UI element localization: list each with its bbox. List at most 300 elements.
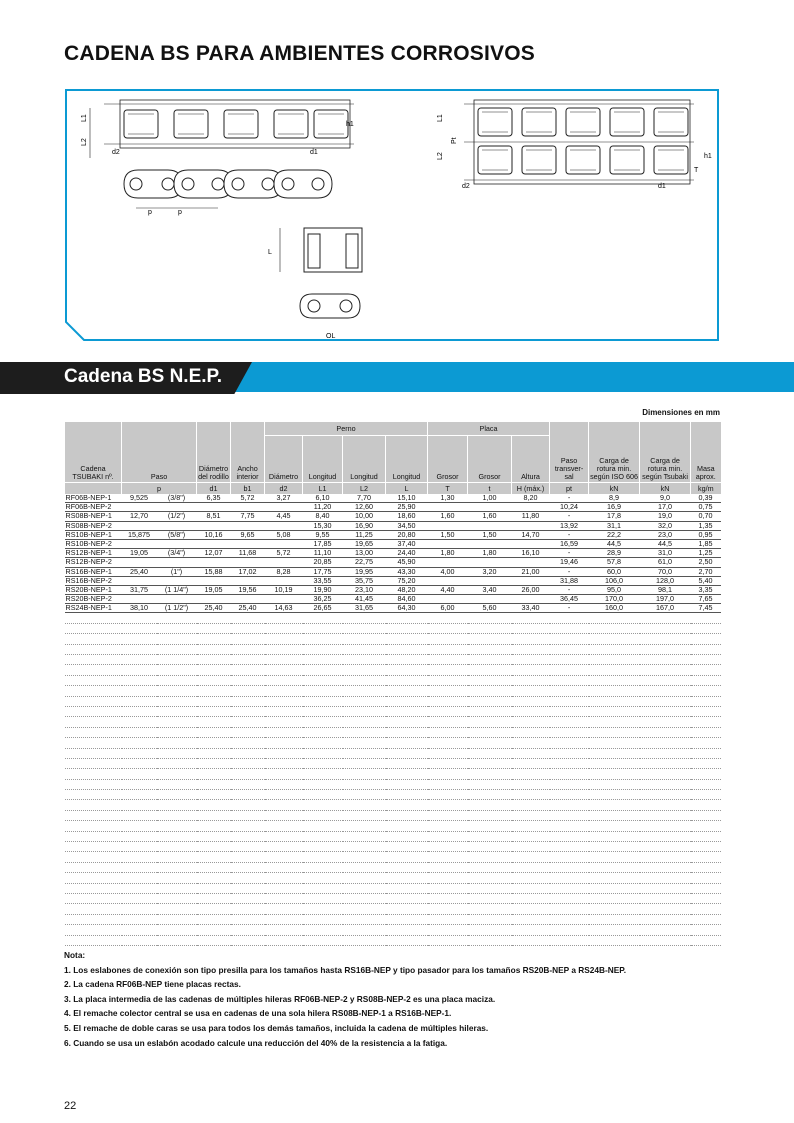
table-cell: (1/2") [157,512,197,521]
empty-cell [65,935,122,945]
table-cell: (1") [157,567,197,576]
empty-table-row [65,686,721,696]
empty-cell [157,904,197,914]
empty-cell [343,925,386,935]
empty-cell [122,842,157,852]
chain-spec-table-container [64,422,720,946]
empty-cell [265,821,303,831]
empty-cell [589,748,640,758]
note-1: 1. Los eslabones de conexión son tipo presilla para los tamaños hasta RS16B-NEP y tipo pasador para los tamaños RS20B-NEP a RS24B-NEP. [64,964,627,975]
table-cell: 22,2 [589,530,640,539]
table-cell: 1,35 [691,521,721,530]
empty-cell [65,904,122,914]
empty-cell [65,686,122,696]
empty-cell [468,727,512,737]
empty-cell [550,727,589,737]
d2-label: d2 [112,149,120,156]
empty-cell [691,842,721,852]
empty-cell [691,925,721,935]
table-cell [512,595,550,604]
table-cell: 8,51 [197,512,231,521]
empty-cell [550,810,589,820]
empty-cell [550,821,589,831]
empty-cell [303,925,343,935]
table-cell [122,595,157,604]
empty-cell [512,634,550,644]
empty-cell [550,717,589,727]
table-cell: 14,70 [512,530,550,539]
empty-cell [468,717,512,727]
table-cell: 11,10 [303,549,343,558]
table-cell: 1,80 [468,549,512,558]
empty-cell [691,873,721,883]
empty-cell [589,644,640,654]
side-elevation-view [124,170,332,208]
table-cell [197,539,231,548]
table-cell: RS12B-NEP-1 [65,549,122,558]
empty-cell [157,675,197,685]
empty-cell [428,706,468,716]
table-cell [197,503,231,512]
empty-cell [640,883,691,893]
empty-cell [197,831,231,841]
table-cell: 31,65 [343,604,386,613]
header-carga-iso: Carga de rotura min. según ISO 606 [589,422,640,483]
empty-cell [157,800,197,810]
table-cell: 75,20 [386,576,428,585]
empty-cell [512,893,550,903]
table-cell: 22,75 [343,558,386,567]
empty-cell [197,821,231,831]
empty-cell [386,675,428,685]
empty-cell [468,914,512,924]
empty-cell [231,623,265,633]
table-cell [512,503,550,512]
table-cell: 1,00 [468,494,512,503]
empty-cell [65,873,122,883]
empty-cell [468,655,512,665]
pitch-label-1: p [148,209,152,216]
empty-cell [65,738,122,748]
table-cell [512,576,550,585]
empty-table-row [65,634,721,644]
empty-cell [589,831,640,841]
table-cell [122,558,157,567]
empty-cell [197,810,231,820]
unit-paso: p [122,483,197,495]
table-cell [122,521,157,530]
empty-cell [303,852,343,862]
empty-cell [428,821,468,831]
header-perno-longitud-l2: Longitud [343,436,386,483]
empty-cell [468,904,512,914]
empty-cell [303,748,343,758]
empty-cell [428,852,468,862]
empty-cell [343,779,386,789]
empty-cell [640,623,691,633]
table-cell: 95,0 [589,585,640,594]
table-cell: 98,1 [640,585,691,594]
empty-cell [428,738,468,748]
table-cell: 1,60 [428,512,468,521]
empty-cell [428,800,468,810]
header-placa-grosor-t: Grosor [428,436,468,483]
table-cell: 31,88 [550,576,589,585]
empty-cell [640,655,691,665]
empty-cell [303,873,343,883]
empty-table-row [65,613,721,623]
empty-cell [589,842,640,852]
empty-cell [303,758,343,768]
empty-cell [468,623,512,633]
table-cell: (1 1/2") [157,604,197,613]
empty-cell [122,634,157,644]
table-cell: 15,88 [197,567,231,576]
table-cell: 6,35 [197,494,231,503]
empty-cell [468,779,512,789]
empty-cell [157,925,197,935]
empty-cell [343,696,386,706]
table-row [65,604,721,613]
empty-cell [640,706,691,716]
table-cell [265,521,303,530]
table-cell: 33,55 [303,576,343,585]
empty-table-row [65,904,721,914]
empty-table-row [65,758,721,768]
empty-cell [589,810,640,820]
table-cell [197,558,231,567]
empty-cell [428,883,468,893]
table-cell [157,521,197,530]
empty-cell [691,883,721,893]
empty-cell [122,748,157,758]
empty-cell [550,758,589,768]
empty-cell [589,821,640,831]
empty-cell [303,779,343,789]
ol-label: OL [326,333,336,340]
empty-cell [386,665,428,675]
empty-cell [691,758,721,768]
empty-cell [512,706,550,716]
empty-cell [343,790,386,800]
table-cell: 3,27 [265,494,303,503]
empty-cell [122,914,157,924]
empty-cell [157,644,197,654]
table-cell: 64,30 [386,604,428,613]
empty-cell [550,862,589,872]
table-cell [157,558,197,567]
table-cell [122,503,157,512]
empty-cell [386,873,428,883]
empty-cell [197,800,231,810]
empty-cell [640,904,691,914]
double-strand-plan-view [437,100,712,190]
table-cell: 7,75 [231,512,265,521]
table-row [65,530,721,539]
empty-cell [231,800,265,810]
table-cell: RS24B-NEP-1 [65,604,122,613]
empty-cell [65,655,122,665]
empty-cell [157,831,197,841]
empty-cell [303,655,343,665]
empty-cell [691,914,721,924]
empty-cell [265,790,303,800]
table-cell: 13,92 [550,521,589,530]
empty-cell [122,904,157,914]
table-cell: - [550,604,589,613]
empty-cell [65,623,122,633]
table-cell: 5,40 [691,576,721,585]
table-cell: 1,80 [428,549,468,558]
table-cell: 12,60 [343,503,386,512]
table-cell: 3,35 [691,585,721,594]
empty-cell [231,686,265,696]
empty-cell [303,790,343,800]
empty-cell [231,727,265,737]
empty-table-row [65,873,721,883]
table-cell [468,595,512,604]
table-cell: 84,60 [386,595,428,604]
empty-cell [157,748,197,758]
empty-cell [65,842,122,852]
table-row [65,585,721,594]
header-diametro-rodillo: Diámetro del rodillo [197,422,231,483]
table-cell: 37,40 [386,539,428,548]
table-cell: 18,60 [386,512,428,521]
empty-cell [265,655,303,665]
empty-cell [122,769,157,779]
table-cell [231,558,265,567]
table-cell: 5,08 [265,530,303,539]
empty-cell [157,893,197,903]
table-cell: 2,70 [691,567,721,576]
empty-cell [386,634,428,644]
table-cell: 36,45 [550,595,589,604]
empty-cell [343,842,386,852]
table-cell: 167,0 [640,604,691,613]
table-cell: 48,20 [386,585,428,594]
empty-cell [122,623,157,633]
empty-cell [303,675,343,685]
empty-cell [122,738,157,748]
pitch-label-2: p [178,209,182,216]
empty-cell [303,842,343,852]
unit-cadena [65,483,122,495]
empty-cell [197,893,231,903]
empty-cell [589,914,640,924]
table-cell: - [550,585,589,594]
d1-label: d1 [310,149,318,156]
empty-cell [550,613,589,623]
empty-cell [157,873,197,883]
empty-cell [157,914,197,924]
table-row [65,494,721,503]
table-cell: 6,10 [303,494,343,503]
empty-cell [231,748,265,758]
empty-cell [122,831,157,841]
empty-cell [589,904,640,914]
empty-cell [512,644,550,654]
table-cell [122,539,157,548]
empty-cell [265,634,303,644]
table-cell: 1,50 [468,530,512,539]
empty-cell [65,893,122,903]
table-cell: 28,9 [589,549,640,558]
table-cell: (1 1/4") [157,585,197,594]
header-placa-grosor-t-small: Grosor [468,436,512,483]
empty-cell [122,758,157,768]
empty-cell [343,914,386,924]
empty-cell [386,738,428,748]
table-cell: 4,45 [265,512,303,521]
table-cell: 128,0 [640,576,691,585]
empty-cell [157,758,197,768]
table-cell: (5/8") [157,530,197,539]
empty-cell [343,883,386,893]
empty-cell [589,623,640,633]
empty-cell [468,810,512,820]
empty-cell [512,873,550,883]
empty-cell [157,852,197,862]
empty-cell [386,852,428,862]
table-cell: 16,59 [550,539,589,548]
empty-cell [303,893,343,903]
empty-cell [386,821,428,831]
table-cell [157,539,197,548]
empty-cell [512,623,550,633]
table-cell: 70,0 [640,567,691,576]
empty-cell [265,904,303,914]
l2-label-double: L2 [437,152,444,160]
table-cell [157,503,197,512]
empty-cell [197,644,231,654]
table-cell: 20,80 [386,530,428,539]
table-cell: 60,0 [589,567,640,576]
empty-cell [231,893,265,903]
unit-h: H (máx.) [512,483,550,495]
empty-cell [691,862,721,872]
empty-cell [197,873,231,883]
empty-cell [468,862,512,872]
empty-cell [231,904,265,914]
empty-cell [65,769,122,779]
empty-cell [386,925,428,935]
table-cell: 45,90 [386,558,428,567]
table-row [65,521,721,530]
table-cell: 7,45 [691,604,721,613]
empty-cell [428,634,468,644]
empty-cell [640,644,691,654]
empty-cell [512,717,550,727]
empty-cell [265,842,303,852]
table-row [65,595,721,604]
empty-cell [157,779,197,789]
empty-cell [231,717,265,727]
empty-cell [343,810,386,820]
empty-cell [512,842,550,852]
section-title: Cadena BS N.E.P. [64,366,223,387]
empty-cell [231,821,265,831]
empty-cell [303,706,343,716]
empty-cell [303,634,343,644]
empty-cell [512,727,550,737]
empty-table-row [65,717,721,727]
empty-cell [197,623,231,633]
empty-cell [303,831,343,841]
table-cell: 12,70 [122,512,157,521]
empty-cell [65,696,122,706]
empty-cell [265,800,303,810]
table-cell: 16,9 [589,503,640,512]
empty-cell [550,893,589,903]
empty-cell [157,862,197,872]
table-row [65,549,721,558]
table-cell [122,576,157,585]
empty-cell [122,675,157,685]
empty-table-row [65,810,721,820]
empty-cell [122,821,157,831]
empty-cell [428,842,468,852]
empty-cell [550,800,589,810]
empty-cell [640,665,691,675]
empty-cell [691,717,721,727]
table-cell: 19,95 [343,567,386,576]
empty-cell [386,790,428,800]
empty-cell [468,665,512,675]
header-group-placa: Placa [428,422,550,436]
empty-cell [157,883,197,893]
empty-cell [343,644,386,654]
empty-cell [197,665,231,675]
empty-cell [231,779,265,789]
table-cell: 17,85 [303,539,343,548]
note-4: 4. El remache colector central se usa en cadenas de una sola hilera RS08B-NEP-1 a RS16B-NEP-1. [64,1008,452,1019]
empty-cell [550,748,589,758]
empty-table-row [65,738,721,748]
table-cell: 16,10 [512,549,550,558]
empty-cell [468,634,512,644]
table-cell: 23,10 [343,585,386,594]
empty-table-row [65,800,721,810]
empty-cell [640,717,691,727]
empty-cell [265,873,303,883]
empty-cell [303,904,343,914]
empty-cell [468,893,512,903]
table-cell: 16,90 [343,521,386,530]
table-cell: 1,60 [468,512,512,521]
header-placa-altura: Altura [512,436,550,483]
empty-cell [550,883,589,893]
empty-cell [231,810,265,820]
table-cell: 5,72 [231,494,265,503]
empty-cell [343,613,386,623]
empty-table-row [65,914,721,924]
empty-cell [589,758,640,768]
table-cell [468,558,512,567]
table-cell: - [550,512,589,521]
empty-cell [265,727,303,737]
l1-label: L1 [81,114,88,122]
empty-cell [197,748,231,758]
table-cell: 11,80 [512,512,550,521]
empty-cell [65,634,122,644]
table-cell: - [550,549,589,558]
empty-cell [157,769,197,779]
empty-cell [157,935,197,945]
table-cell [428,503,468,512]
empty-cell [303,623,343,633]
empty-cell [691,790,721,800]
